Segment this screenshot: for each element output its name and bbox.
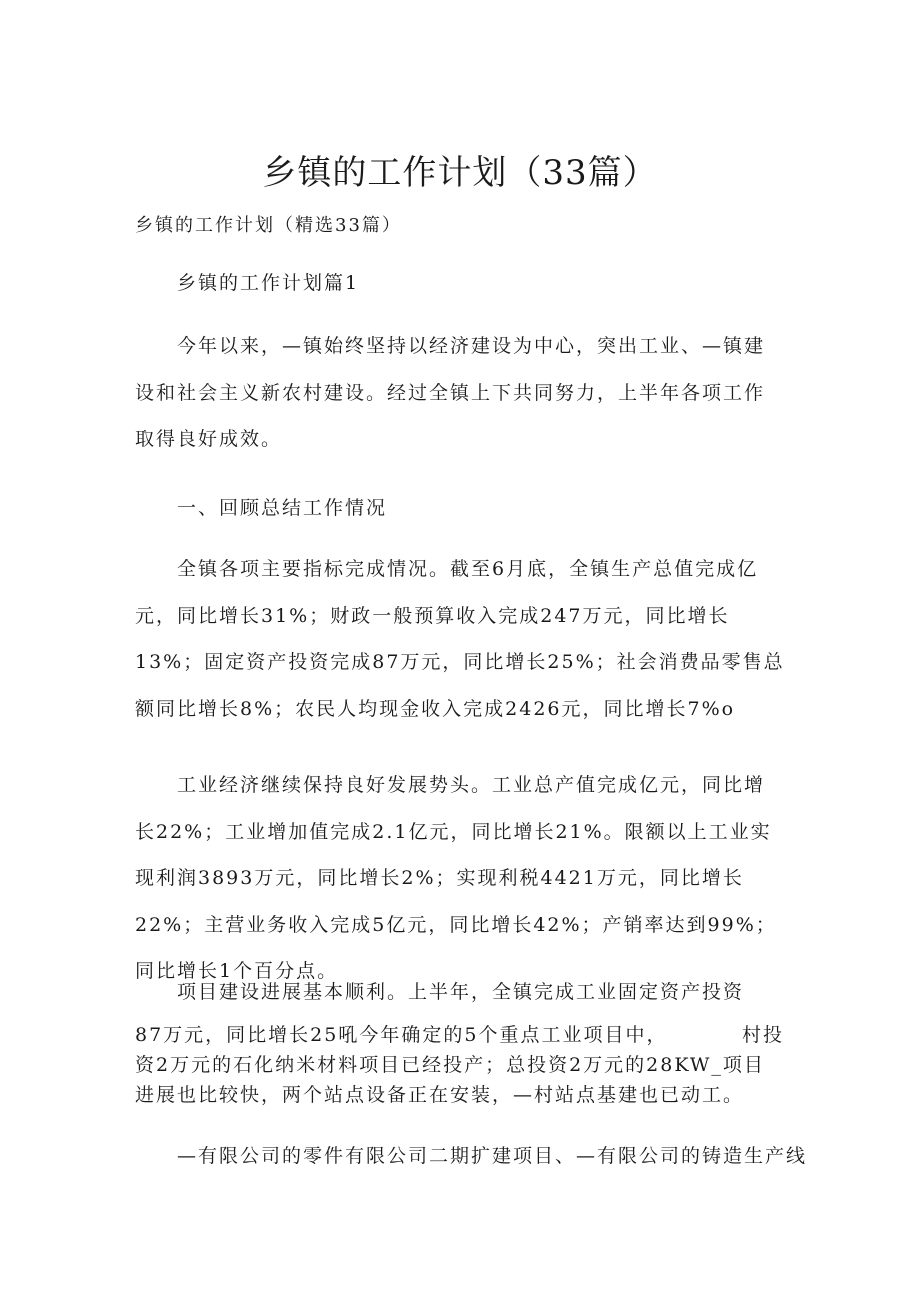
- document-subtitle: 乡镇的工作计划（精选33篇）: [135, 215, 402, 236]
- paragraph-projects-line1: 项目建设进展基本顺利。上半年，全镇完成工业固定资产投资: [177, 981, 745, 1003]
- paragraph-companies: —有限公司的零件有限公司二期扩建项目、—有限公司的铸造生产线: [177, 1145, 808, 1167]
- paragraph-projects: 87万元，同比增长25吼今年确定的5个重点工业项目中， 村投资2万元的石化纳米材料项目已经投产；总投资2万元的28KW_项目进展也比较快，两个站点设备正在安装，—村站点基建也已动工。: [135, 1024, 784, 1106]
- paragraph-indicators: 全镇各项主要指标完成情况。截至6月底，全镇生产总值完成亿元，同比增长31%；财政一般预算收入完成247万元，同比增长13%；固定资产投资完成87万元，同比增长25%；社会消费品零售总额同比增长8%；农民人均现金收入完成2426元，同比增长7%o: [135, 558, 785, 720]
- paragraph-industry: 工业经济继续保持良好发展势头。工业总产值完成亿元，同比增长22%；工业增加值完成2.1亿元，同比增长21%。限额以上工业实现利润3893万元，同比增长2%；实现利税4421万元，同比增长22%；主营业务收入完成5亿元，同比增长42%；产销率达到99%；同比增长1个百分点。: [135, 774, 777, 982]
- paragraph-intro: 今年以来，—镇始终坚持以经济建设为中心，突出工业、—镇建设和社会主义新农村建设。经过全镇上下共同努力，上半年各项工作取得良好成效。: [135, 335, 766, 450]
- document-title: 乡镇的工作计划（33篇）: [262, 153, 658, 193]
- section-title: 乡镇的工作计划篇1: [177, 272, 360, 294]
- section-heading-review: 一、回顾总结工作情况: [177, 497, 388, 519]
